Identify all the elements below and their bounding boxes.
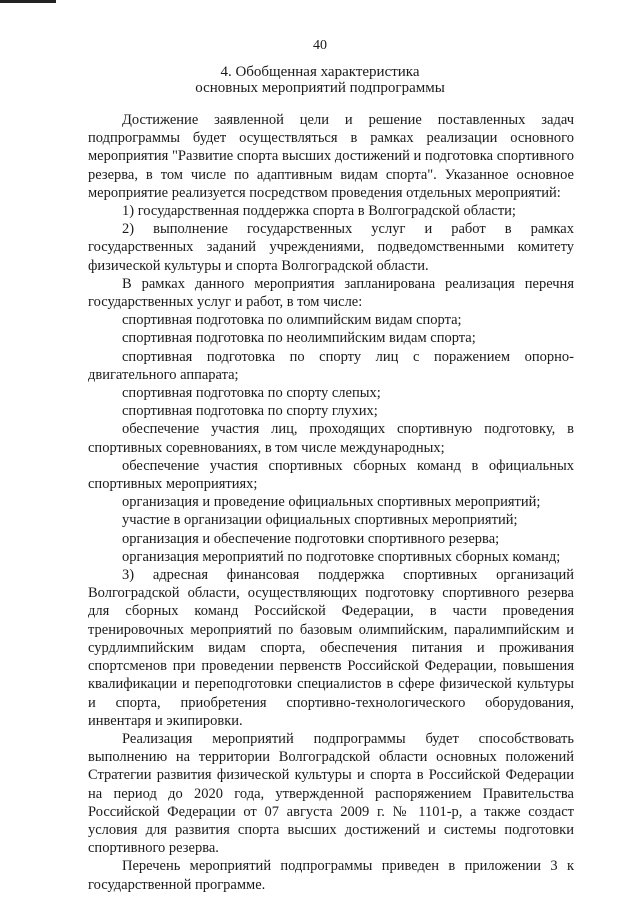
paragraph: спортивная подготовка по спорту слепых; xyxy=(122,385,381,402)
paragraph: В рамках данного мероприятия запланирована реализация перечня государственных услуг и работ, в том числе: xyxy=(88,275,574,311)
paragraph: обеспечение участия спортивных сборных команд в официальных спортивных мероприятиях; xyxy=(88,457,574,493)
paragraph: Достижение заявленной цели и решение поставленных задач подпрограммы будет осуществляться в рамках реализации основного мероприятия "Развитие спорта высших достижений и подготовка спортивного резерва, в том числе по адаптивным видам спорта". Указанное основное мероприятие реализуется посредством проведения отдельных мероприятий: xyxy=(88,112,574,201)
scan-edge-mark xyxy=(0,0,56,3)
paragraph: 3) адресная финансовая поддержка спортивных организаций Волгоградской области, осуществляющих подготовку спортивного резерва для сборных команд Российской Федерации, в части проведения тренировочных мероприятий по базовым олимпийским, паралимпийским и сурдлимпийским видам спорта, обеспечения питания и проживания спортсменов при проведении первенств Российской Федерации, повышения квалификации и переподготовки специалистов в сфере физической культуры и спорта, приобретения спортивно-технологического оборудования, инвентаря и экипировки. xyxy=(88,567,574,729)
paragraph: обеспечение участия лиц, проходящих спортивную подготовку, в спортивных соревнованиях, в том числе международных; xyxy=(88,421,574,456)
page-number: 40 xyxy=(313,38,327,53)
paragraph: спортивная подготовка по олимпийским видам спорта; xyxy=(122,312,462,329)
paragraph: спортивная подготовка по спорту глухих; xyxy=(122,403,378,420)
body-text xyxy=(88,111,574,894)
section-heading-line-1: 4. Обобщенная характеристика xyxy=(220,64,420,80)
paragraph: организация и проведение официальных спортивных мероприятий; xyxy=(122,494,541,511)
paragraph: спортивная подготовка по спорту лиц с поражением опорно-двигательного аппарата; xyxy=(88,348,574,383)
paragraph: 2) выполнение государственных услуг и работ в рамках государственных заданий учреждениями, подведомственными комитету физической культуры и спорта Волгоградской области. xyxy=(88,221,574,274)
section-heading-line-2: основных мероприятий подпрограммы xyxy=(195,80,445,96)
paragraph: спортивная подготовка по неолимпийским видам спорта; xyxy=(122,330,476,347)
paragraph: Реализация мероприятий подпрограммы будет способствовать выполнению на территории Волгоградской области основных положений Стратегии развития физической культуры и спорта в Российской Федерации на период до 2020 года, утвержденной распоряжением Правительства Российской Федерации от 07 августа 2009 г. № 1101-р, а также создаст условия для развития спорта высших достижений и системы подготовки спортивного резерва. xyxy=(88,730,574,857)
paragraph: организация мероприятий по подготовке спортивных сборных команд; xyxy=(122,548,561,565)
paragraph: участие в организации официальных спортивных мероприятий; xyxy=(122,512,518,529)
paragraph: Перечень мероприятий подпрограммы приведен в приложении 3 к государственной программе. xyxy=(88,858,574,893)
section-heading xyxy=(0,64,640,96)
paragraph: 1) государственная поддержка спорта в Волгоградской области; xyxy=(122,203,516,220)
paragraph: организация и обеспечение подготовки спортивного резерва; xyxy=(122,530,500,547)
